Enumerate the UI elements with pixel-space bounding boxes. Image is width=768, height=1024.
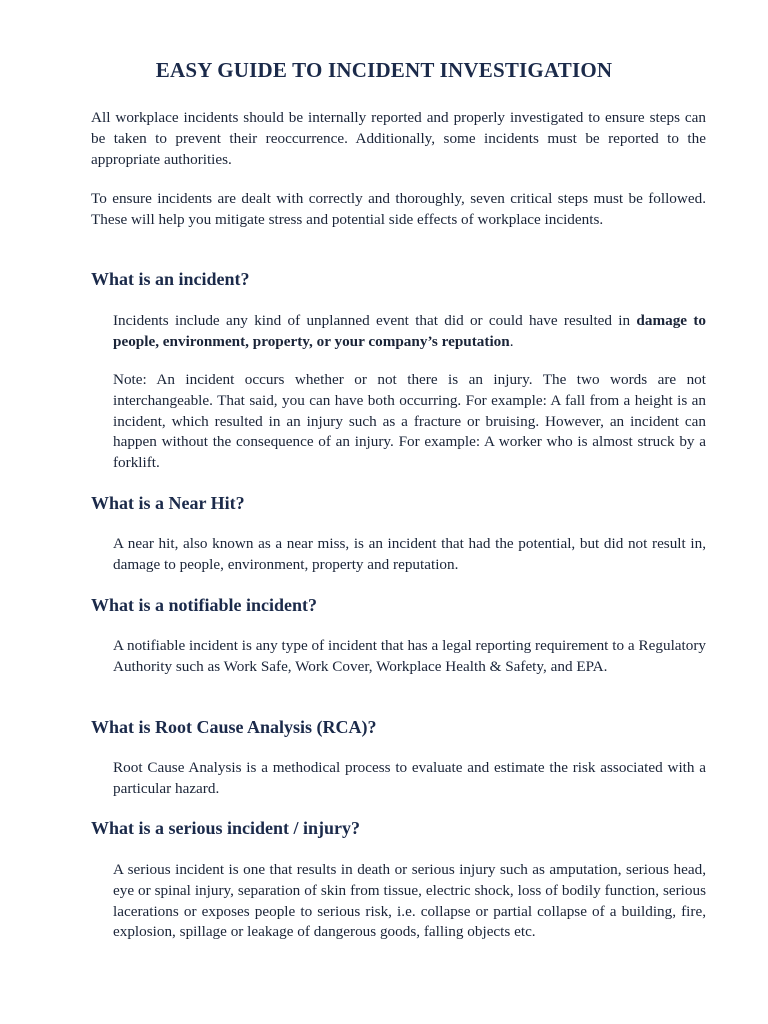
intro-paragraph-1: All workplace incidents should be internally reported and properly investigated to ensure steps can be taken to prevent their reoccurrence. Additionally, some incidents must be reported to the appropriate authorities. bbox=[91, 109, 706, 168]
intro-paragraph-2: To ensure incidents are dealt with correctly and thoroughly, seven critical steps must be followed. These will help you mitigate stress and potential side effects of workplace incidents. bbox=[91, 190, 706, 228]
section-heading-notifiable: What is a notifiable incident? bbox=[91, 595, 318, 615]
serious-incident-definition: A serious incident is one that results in death or serious injury such as amputation, serious head, eye or spinal injury, separation of skin from tissue, electric shock, loss of bodily function, serious lacerations or exposes people to serious risk, i.e. collapse or partial collapse of a building, fire, explosion, spillage or leakage of dangerous goods, falling objects etc. bbox=[113, 861, 706, 941]
incident-definition-end: . bbox=[509, 332, 514, 350]
near-hit-definition: A near hit, also known as a near miss, is an incident that had the potential, but did not result in, damage to people, environment, property and reputation. bbox=[113, 535, 706, 573]
notifiable-definition: A notifiable incident is any type of incident that has a legal reporting requirement to a Regulatory Authority such as Work Safe, Work Cover, Workplace Health & Safety, and EPA. bbox=[113, 637, 706, 675]
section-heading-serious-incident: What is a serious incident / injury? bbox=[91, 818, 361, 838]
page-title: EASY GUIDE TO INCIDENT INVESTIGATION bbox=[155, 58, 613, 82]
incident-definition-emphasis: damage to people, environment, property, or your company’s reputation bbox=[113, 312, 706, 350]
section-heading-incident: What is an incident? bbox=[91, 269, 250, 289]
incident-note: Note: An incident occurs whether or not there is an injury. The two words are not interchangeable. That said, you can have both occurring. For example: A fall from a height is an incident, which resulted in an injury such as a fracture or bruising. However, an incident can happen without the consequence of an injury. For example: A worker who is almost struck by a forklift. bbox=[113, 371, 706, 472]
section-heading-rca: What is Root Cause Analysis (RCA)? bbox=[91, 717, 377, 737]
incident-definition bbox=[113, 311, 706, 353]
rca-definition: Root Cause Analysis is a methodical process to evaluate and estimate the risk associated with a particular hazard. bbox=[113, 759, 706, 797]
section-heading-near-hit: What is a Near Hit? bbox=[91, 493, 245, 513]
incident-definition-text: Incidents include any kind of unplanned event that did or could have resulted in bbox=[113, 312, 637, 329]
